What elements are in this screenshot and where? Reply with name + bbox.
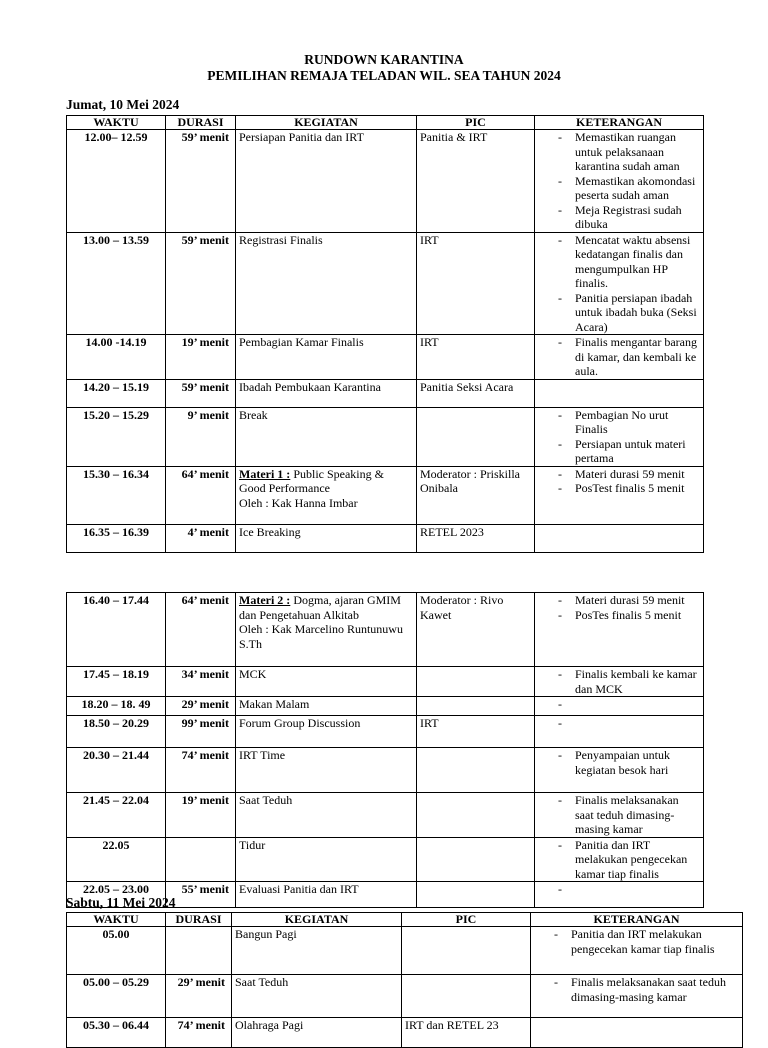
keterangan-list: [534, 927, 739, 956]
col-waktu: WAKTU: [67, 913, 166, 927]
cell-waktu: 12.00– 12.59: [67, 130, 166, 233]
col-pic: PIC: [417, 116, 535, 130]
cell-kegiatan: Evaluasi Panitia dan IRT: [236, 882, 417, 908]
table-row: [67, 716, 704, 748]
table-row: [67, 379, 704, 407]
cell-keterangan: [535, 793, 704, 838]
cell-kegiatan: Saat Teduh: [232, 975, 402, 1018]
cell-durasi: 99’ menit: [166, 716, 236, 748]
table-row: [67, 130, 704, 233]
cell-pic: [417, 407, 535, 466]
cell-pic: [417, 697, 535, 716]
keterangan-item: - Panitia dan IRT melakukan pengecekan kamar tiap finalis: [538, 838, 700, 882]
day1-label: Jumat, 10 Mei 2024: [66, 97, 180, 112]
cell-durasi: 4’ menit: [166, 524, 236, 552]
keterangan-list: [534, 975, 739, 1004]
cell-keterangan: [531, 1018, 743, 1048]
cell-keterangan: [531, 927, 743, 975]
cell-kegiatan: Tidur: [236, 837, 417, 882]
cell-durasi: 64’ menit: [166, 593, 236, 667]
keterangan-list: [538, 467, 700, 496]
keterangan-list: [538, 130, 700, 232]
cell-pic: Moderator : Priskilla Onibala: [417, 466, 535, 524]
keterangan-list: [538, 667, 700, 696]
document-subtitle: PEMILIHAN REMAJA TELADAN WIL. SEA TAHUN 2024: [207, 68, 561, 83]
rundown-table-day1-continued: [66, 592, 704, 908]
cell-keterangan: [535, 667, 704, 697]
table-row: [67, 407, 704, 466]
cell-durasi: 29’ menit: [166, 975, 232, 1018]
cell-durasi: 29’ menit: [166, 697, 236, 716]
keterangan-item: - Mencatat waktu absensi kedatangan finalis dan mengumpulkan HP finalis.: [538, 233, 700, 291]
keterangan-item: - Materi durasi 59 menit: [538, 593, 700, 608]
cell-kegiatan: Break: [236, 407, 417, 466]
cell-durasi: 59’ menit: [166, 379, 236, 407]
cell-pic: RETEL 2023: [417, 524, 535, 552]
col-durasi: DURASI: [166, 116, 236, 130]
cell-waktu: 21.45 – 22.04: [67, 793, 166, 838]
keterangan-list: [538, 233, 700, 335]
cell-keterangan: [535, 379, 704, 407]
keterangan-list: [538, 697, 700, 711]
cell-keterangan: [535, 466, 704, 524]
cell-pic: Moderator : Rivo Kawet: [417, 593, 535, 667]
table-row: [67, 466, 704, 524]
keterangan-item: - PosTest finalis 5 menit: [538, 481, 700, 496]
table-row: [67, 793, 704, 838]
cell-kegiatan: IRT Time: [236, 748, 417, 793]
cell-waktu: 05.00 – 05.29: [67, 975, 166, 1018]
col-kegiatan: KEGIATAN: [232, 913, 402, 927]
keterangan-list: [538, 838, 700, 882]
table-row: [67, 335, 704, 380]
cell-keterangan: [535, 524, 704, 552]
cell-waktu: 17.45 – 18.19: [67, 667, 166, 697]
cell-kegiatan: Bangun Pagi: [232, 927, 402, 975]
col-durasi: DURASI: [166, 913, 232, 927]
cell-waktu: 14.20 – 15.19: [67, 379, 166, 407]
materi-title: Dogma, ajaran GMIM dan Pengetahuan Alkitab: [239, 593, 401, 622]
keterangan-item: - Panitia persiapan ibadah untuk ibadah buka (Seksi Acara): [538, 291, 700, 335]
cell-kegiatan: MCK: [236, 667, 417, 697]
cell-waktu: 05.30 – 06.44: [67, 1018, 166, 1048]
cell-kegiatan: Olahraga Pagi: [232, 1018, 402, 1048]
cell-kegiatan: Persiapan Panitia dan IRT: [236, 130, 417, 233]
table-row: [67, 232, 704, 335]
keterangan-list: [538, 593, 700, 622]
materi-speaker: Oleh : Kak Marcelino Runtunuwu S.Th: [239, 622, 403, 651]
rundown-table-day1: [66, 115, 704, 553]
cell-pic: [402, 975, 531, 1018]
keterangan-item: - Memastikan ruangan untuk pelaksanaan karantina sudah aman: [538, 130, 700, 174]
keterangan-item: - Penyampaian untuk kegiatan besok hari: [538, 748, 700, 777]
cell-kegiatan: Makan Malam: [236, 697, 417, 716]
cell-pic: Panitia Seksi Acara: [417, 379, 535, 407]
cell-waktu: 18.20 – 18. 49: [67, 697, 166, 716]
col-keterangan: KETERANGAN: [531, 913, 743, 927]
document-title: RUNDOWN KARANTINA: [304, 52, 464, 67]
materi-label: Materi 1 :: [239, 466, 291, 481]
keterangan-item: - Finalis melaksanakan saat teduh dimasing-masing kamar: [534, 975, 739, 1004]
cell-durasi: [166, 837, 236, 882]
cell-waktu: 20.30 – 21.44: [67, 748, 166, 793]
keterangan-item: - Panitia dan IRT melakukan pengecekan kamar tiap finalis: [534, 927, 739, 956]
keterangan-list: [538, 335, 700, 379]
cell-durasi: 55’ menit: [166, 882, 236, 908]
table-row: [67, 927, 743, 975]
cell-keterangan: [535, 232, 704, 335]
cell-pic: [417, 793, 535, 838]
cell-pic: [417, 748, 535, 793]
keterangan-item: - Memastikan akomondasi peserta sudah aman: [538, 174, 700, 203]
table-row: [67, 748, 704, 793]
materi-title: Public Speaking & Good Performance: [239, 466, 384, 495]
cell-keterangan: [535, 716, 704, 748]
table-row: [67, 837, 704, 882]
cell-pic: IRT: [417, 335, 535, 380]
cell-kegiatan: Ice Breaking: [236, 524, 417, 552]
cell-waktu: 15.30 – 16.34: [67, 466, 166, 524]
keterangan-item: - Finalis mengantar barang di kamar, dan kembali ke aula.: [538, 335, 700, 379]
cell-kegiatan: [236, 466, 417, 524]
cell-waktu: 05.00: [67, 927, 166, 975]
cell-durasi: 19’ menit: [166, 793, 236, 838]
keterangan-list: [538, 882, 700, 896]
cell-waktu: 14.00 -14.19: [67, 335, 166, 380]
col-waktu: WAKTU: [67, 116, 166, 130]
table-row: [67, 667, 704, 697]
col-keterangan: KETERANGAN: [535, 116, 704, 130]
keterangan-list: [538, 748, 700, 777]
cell-durasi: 19’ menit: [166, 335, 236, 380]
cell-keterangan: [535, 697, 704, 716]
cell-keterangan: [535, 837, 704, 882]
cell-pic: [417, 837, 535, 882]
keterangan-list: [538, 716, 700, 730]
cell-durasi: 34’ menit: [166, 667, 236, 697]
cell-keterangan: [531, 975, 743, 1018]
cell-waktu: 16.35 – 16.39: [67, 524, 166, 552]
table-row: [67, 593, 704, 667]
keterangan-item: - Finalis melaksanakan saat teduh dimasing-masing kamar: [538, 793, 700, 837]
cell-waktu: 18.50 – 20.29: [67, 716, 166, 748]
cell-kegiatan: Pembagian Kamar Finalis: [236, 335, 417, 380]
keterangan-item: - PosTes finalis 5 menit: [538, 608, 700, 623]
table-row: [67, 1018, 743, 1048]
cell-waktu: 22.05: [67, 837, 166, 882]
cell-pic: [402, 927, 531, 975]
cell-kegiatan: Saat Teduh: [236, 793, 417, 838]
cell-keterangan: [535, 882, 704, 908]
cell-kegiatan: [236, 593, 417, 667]
cell-waktu: 13.00 – 13.59: [67, 232, 166, 335]
keterangan-item: - Persiapan untuk materi pertama: [538, 437, 700, 466]
cell-keterangan: [535, 593, 704, 667]
cell-durasi: 59’ menit: [166, 232, 236, 335]
keterangan-item: - Materi durasi 59 menit: [538, 467, 700, 482]
cell-kegiatan: Forum Group Discussion: [236, 716, 417, 748]
cell-durasi: 9’ menit: [166, 407, 236, 466]
keterangan-item: [538, 716, 700, 730]
cell-pic: Panitia & IRT: [417, 130, 535, 233]
cell-durasi: 74’ menit: [166, 1018, 232, 1048]
table-row: [67, 697, 704, 716]
table-row: [67, 975, 743, 1018]
materi-speaker: Oleh : Kak Hanna Imbar: [239, 495, 358, 510]
cell-durasi: 64’ menit: [166, 466, 236, 524]
col-pic: PIC: [402, 913, 531, 927]
cell-durasi: [166, 927, 232, 975]
keterangan-item: - Pembagian No urut Finalis: [538, 408, 700, 437]
day2-label: Sabtu, 11 Mei 2024: [66, 895, 176, 910]
cell-durasi: 59’ menit: [166, 130, 236, 233]
cell-kegiatan: Ibadah Pembukaan Karantina: [236, 379, 417, 407]
keterangan-list: [538, 408, 700, 466]
keterangan-item: - Meja Registrasi sudah dibuka: [538, 203, 700, 232]
keterangan-item: - Finalis kembali ke kamar dan MCK: [538, 667, 700, 696]
cell-pic: [417, 667, 535, 697]
keterangan-list: [538, 793, 700, 837]
rundown-table-day2: [66, 912, 743, 1048]
cell-waktu: 16.40 – 17.44: [67, 593, 166, 667]
cell-keterangan: [535, 130, 704, 233]
cell-keterangan: [535, 335, 704, 380]
cell-waktu: 15.20 – 15.29: [67, 407, 166, 466]
cell-keterangan: [535, 748, 704, 793]
cell-durasi: 74’ menit: [166, 748, 236, 793]
keterangan-item: [538, 882, 700, 896]
cell-pic: IRT: [417, 232, 535, 335]
cell-waktu: 22.05 – 23.00: [67, 882, 166, 908]
cell-pic: [417, 882, 535, 908]
table-row: [67, 524, 704, 552]
cell-kegiatan: Registrasi Finalis: [236, 232, 417, 335]
materi-label: Materi 2 :: [239, 593, 291, 607]
col-kegiatan: KEGIATAN: [236, 116, 417, 130]
cell-pic: IRT: [417, 716, 535, 748]
cell-pic: IRT dan RETEL 23: [402, 1018, 531, 1048]
cell-keterangan: [535, 407, 704, 466]
keterangan-item: [538, 697, 700, 711]
